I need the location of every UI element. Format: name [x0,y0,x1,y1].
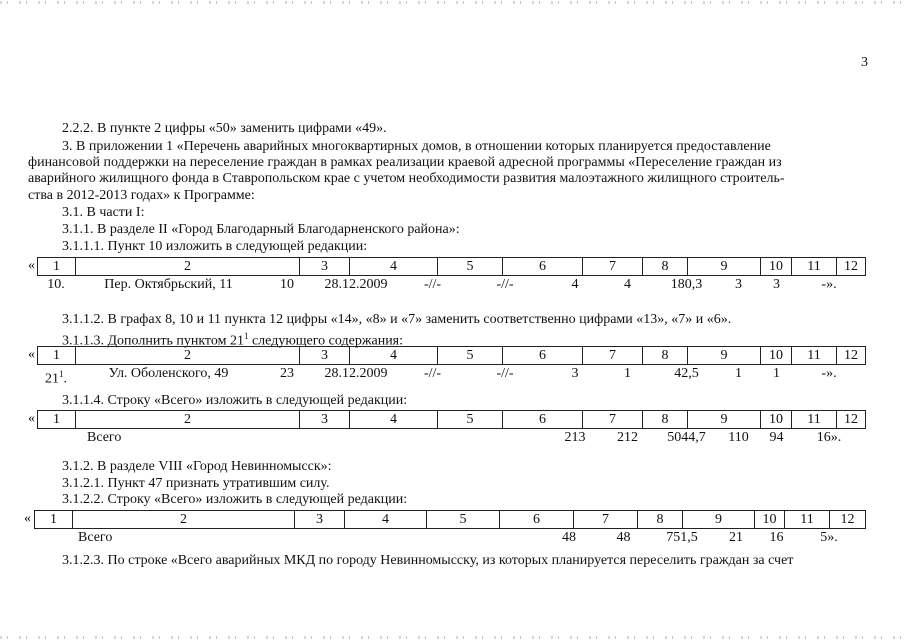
table3-cell-10: 110 [728,430,749,445]
table3-header-col10: 10 [760,411,791,428]
table4-header-col11: 11 [784,511,829,528]
table3-cell-7: 213 [564,430,586,445]
table4-header-col10: 10 [754,511,784,528]
table1-header-col1: 1 [37,258,75,275]
table1-header-col12: 12 [836,258,866,275]
table4-header-col1: 1 [34,511,72,528]
paragraph-3-line4: ства в 2012-2013 годах» к Программе: [28,188,255,203]
table2-header-col6: 6 [502,347,582,364]
table2-cell-10: 1 [735,366,742,381]
table3-header-col1: 1 [37,411,75,428]
table2-cell-2: Ул. Оболенского, 49 [108,366,229,381]
table2-header-col10: 10 [760,347,791,364]
table3-cell-11: 94 [769,430,784,445]
table1-cell-10: 3 [735,277,742,292]
table3-header-col11: 11 [791,411,836,428]
table1-header-col10: 10 [760,258,791,275]
scan-artifact-bottom [0,636,905,639]
table1-cell-9: 180,3 [670,277,703,292]
table2-header-col1: 1 [37,347,75,364]
table4-cell-10: 21 [729,530,743,545]
table1-cell-4: 28.12.2009 [324,277,388,292]
table1-cell-6: -//- [496,277,514,292]
table4-cell-label: Всего [78,530,113,545]
table2-cell-7: 3 [571,366,579,381]
table4-header [34,510,866,529]
table3-header-col9: 9 [687,411,760,428]
table4-open-quote: « [24,511,31,526]
table4-header-col5: 5 [426,511,499,528]
table4-header-col4: 4 [344,511,426,528]
paragraph-3-1-1-1: 3.1.1.1. Пункт 10 изложить в следующей редакции: [62,239,368,254]
table1-header-col2: 2 [75,258,299,275]
table4-header-col3: 3 [294,511,344,528]
table2-header-col5: 5 [437,347,502,364]
table3-header-col8: 8 [642,411,687,428]
scan-artifact-top [0,1,905,4]
table4-header-col7: 7 [573,511,637,528]
table2-cell-12: -». [821,366,837,381]
paragraph-3-1-2: 3.1.2. В разделе VIII «Город Невинномысск»: [62,459,332,474]
table2-header [37,346,866,365]
table1-header-col6: 6 [502,258,582,275]
table1-cell-7: 4 [571,277,579,292]
table4-header-col9: 9 [682,511,754,528]
table3-header-col2: 2 [75,411,299,428]
table2-header-col9: 9 [687,347,760,364]
paragraph-3-1-1-4: 3.1.1.4. Строку «Всего» изложить в следующей редакции: [62,393,408,408]
paragraph-3-1-1-2: 3.1.1.2. В графах 8, 10 и 11 пункта 12 цифры «14», «8» и «7» заменить соответственно цифрами «13», «7» и «6». [62,312,732,327]
paragraph-3-1-2-1: 3.1.2.1. Пункт 47 признать утратившим силу. [62,476,330,491]
table2-header-col8: 8 [642,347,687,364]
table4-cell-12: 5». [820,530,838,545]
table2-header-col4: 4 [349,347,437,364]
table3-cell-9: 5044,7 [667,430,706,445]
table1-cell-12: -». [821,277,837,292]
paragraph-3-1: 3.1. В части I: [62,205,145,220]
table1-header-col5: 5 [437,258,502,275]
table1-header-col11: 11 [791,258,836,275]
paragraph-3-line2: финансовой поддержки на переселение граждан в рамках реализации краевой адресной программы «Переселение граждан из [28,155,782,170]
table4-header-col6: 6 [499,511,573,528]
table1-cell-8: 4 [624,277,631,292]
table2-cell-4: 28.12.2009 [324,366,388,381]
table2-cell-3: 23 [280,366,294,381]
table2-cell-11: 1 [773,366,780,381]
table1-header-col4: 4 [349,258,437,275]
paragraph-3-1-1-3: 3.1.1.3. Дополнить пунктом $21^1$ следующего содержания: [62,331,404,349]
table1-header-col8: 8 [642,258,687,275]
paragraph-3-1-2-3: 3.1.2.3. По строке «Всего аварийных МКД по городу Невинномысску, из которых планируется переселить граждан за счет [62,553,794,568]
table1-cell-3: 10 [280,277,294,292]
table3-cell-12: 16». [816,430,842,445]
table2-cell-1: $21^1$. [45,369,67,387]
table3-cell-8: 212 [617,430,638,445]
paragraph-3-1-1: 3.1.1. В разделе II «Город Благодарный Благодарненского района»: [62,222,460,237]
table4-cell-11: 16 [769,530,784,545]
table3-header-col6: 6 [502,411,582,428]
table1-cell-5: -//- [423,277,442,292]
table2-cell-5: -//- [423,366,442,381]
table2-cell-8: 1 [624,366,631,381]
table1-header-col7: 7 [582,258,642,275]
paragraph-2-2-2: 2.2.2. В пункте 2 цифры «50» заменить цифрами «49». [62,121,387,136]
table3-header [37,410,866,429]
table1-cell-11: 3 [773,277,780,292]
table4-cell-9: 751,5 [666,530,698,545]
page-number: 3 [861,55,868,70]
table4-header-col12: 12 [829,511,866,528]
table4-header-col8: 8 [637,511,682,528]
paragraph-3-1-2-2: 3.1.2.2. Строку «Всего» изложить в следующей редакции: [62,492,408,507]
table2-cell-9: 42,5 [674,366,699,381]
table2-cell-6: -//- [496,366,514,381]
table2-header-col12: 12 [836,347,866,364]
table4-header-col2: 2 [72,511,294,528]
table1-cell-1: 10. [47,277,65,292]
table3-open-quote: « [28,411,35,426]
table1-header [37,257,866,276]
table1-header-col9: 9 [687,258,760,275]
table1-header-col3: 3 [299,258,349,275]
table3-header-col7: 7 [582,411,642,428]
paragraph-3-line3: аварийного жилищного фонда в Ставропольском крае с учетом необходимости развития малоэтажного жилищного строитель- [28,171,785,186]
table3-header-col4: 4 [349,411,437,428]
paragraph-3-line1: 3. В приложении 1 «Перечень аварийных многоквартирных домов, в отношении которых планируется предоставление [62,139,771,154]
table4-cell-8: 48 [616,530,631,545]
table2-header-col7: 7 [582,347,642,364]
table2-header-col11: 11 [791,347,836,364]
table2-header-col2: 2 [75,347,299,364]
table3-header-col12: 12 [836,411,866,428]
table3-cell-label: Всего [87,430,122,445]
table4-cell-7: 48 [562,530,576,545]
table2-header-col3: 3 [299,347,349,364]
table3-header-col3: 3 [299,411,349,428]
table1-cell-2: Пер. Октябрьский, 11 [104,277,233,292]
table2-open-quote: « [28,347,35,362]
table3-header-col5: 5 [437,411,502,428]
table1-open-quote: « [28,258,35,273]
